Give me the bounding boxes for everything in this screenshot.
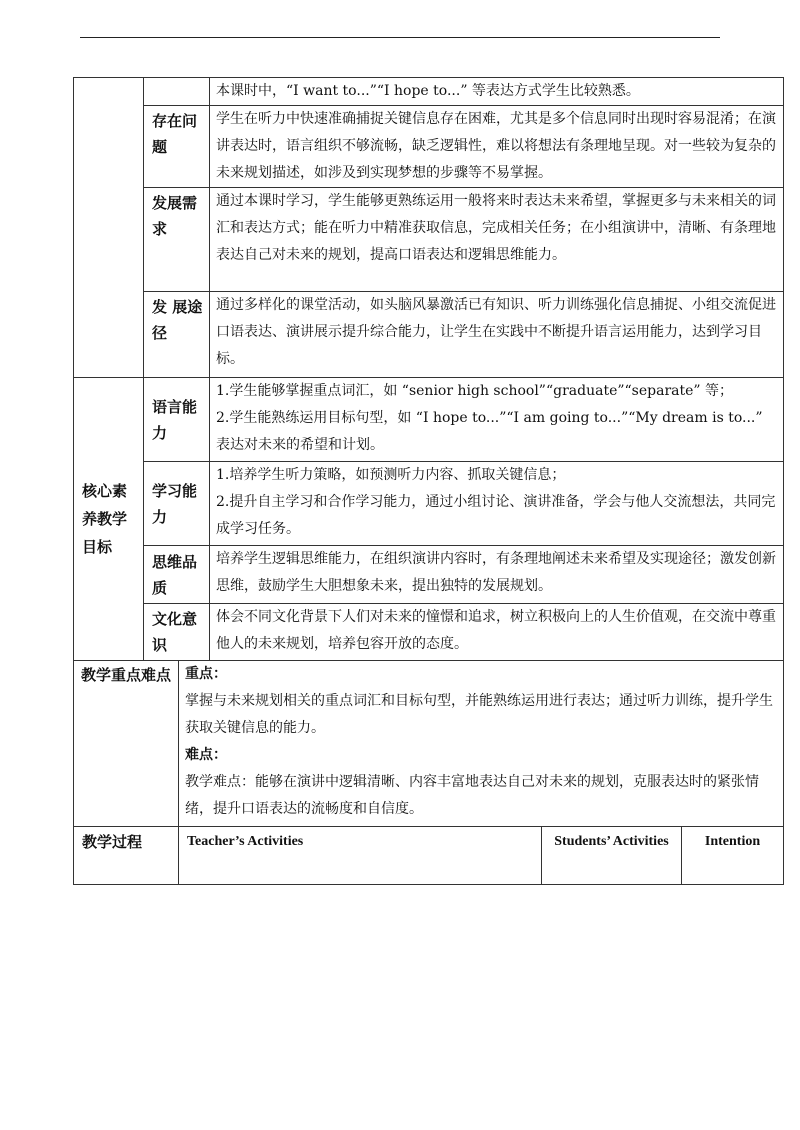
core-row [74, 378, 784, 462]
analysis-row [74, 106, 784, 188]
difficult-heading: 难点： [185, 747, 227, 763]
language-ability-label: 语言能力 [144, 378, 210, 462]
cultural-awareness-text: 体会不同文化背景下人们对未来的憧憬和追求，树立积极向上的人生价值观，在交流中尊重他人的未来规划，培养包容开放的态度。 [210, 604, 784, 661]
key-points-row [74, 661, 784, 827]
language-ability-text [210, 378, 784, 462]
needs-text: 通过本课时学习，学生能够更熟练运用一般将来时表达未来希望，掌握更多与未来相关的词汇和表达方式；能在听力中精准获取信息，完成相关任务；在小组演讲中，清晰、有条理地表达自己对未来的规划，提高口语表达和逻辑思维能力。 [210, 188, 784, 292]
core-row [74, 604, 784, 661]
difficult-text: 教学难点：能够在演讲中逻辑清晰、内容丰富地表达自己对未来的规划，克服表达时的紧张情绪，提升口语表达的流畅度和自信度。 [185, 774, 759, 817]
key-points-label: 教学重点难点 [74, 661, 179, 827]
thinking-quality-text: 培养学生逻辑思维能力，在组织演讲内容时，有条理地阐述未来希望及实现途径；激发创新思维，鼓励学生大胆想象未来，提出独特的发展规划。 [210, 546, 784, 604]
teacher-activities-header: Teacher’s Activities [179, 827, 542, 885]
process-label: 教学过程 [74, 827, 179, 885]
process-row [74, 827, 784, 885]
intention-header: Intention [682, 827, 784, 885]
analysis-row [74, 292, 784, 378]
students-activities-header: Students’ Activities [542, 827, 682, 885]
key-points-content [179, 661, 784, 827]
learning-ability-text [210, 462, 784, 546]
needs-label: 发展需求 [144, 188, 210, 292]
approach-text: 通过多样化的课堂活动，如头脑风暴激活已有知识、听力训练强化信息捕捉、小组交流促进口语表达、演讲展示提升综合能力，让学生在实践中不断提升语言运用能力，达到学习目标。 [210, 292, 784, 378]
learning-ability-label: 学习能力 [144, 462, 210, 546]
key-text: 掌握与未来规划相关的重点词汇和目标句型，并能熟练运用进行表达；通过听力训练，提升学生获取关键信息的能力。 [185, 693, 773, 736]
core-literacy-label: 核心素养教学目标 [74, 378, 144, 661]
language-ability-line-2: 2.学生能熟练运用目标句型，如 “I hope to...”“I am going to...”“My dream is to...” 表达对未来的希望和计划。 [216, 410, 763, 453]
header-rule [80, 37, 720, 38]
intro-label-cell [144, 78, 210, 106]
analysis-label-cell [74, 78, 144, 378]
lesson-plan-table [73, 77, 784, 885]
approach-label: 发 展途径 [144, 292, 210, 378]
language-ability-line-1: 1.学生能够掌握重点词汇，如 “senior high school”“graduate”“separate” 等； [216, 383, 734, 399]
learning-ability-line-2: 2.提升自主学习和合作学习能力，通过小组讨论、演讲准备，学会与他人交流想法，共同完成学习任务。 [216, 494, 776, 537]
learning-ability-line-1: 1.培养学生听力策略，如预测听力内容、抓取关键信息； [216, 467, 566, 483]
cultural-awareness-label: 文化意识 [144, 604, 210, 661]
intro-row [74, 78, 784, 106]
intro-text: 本课时中，“I want to...”“I hope to...” 等表达方式学生比较熟悉。 [210, 78, 784, 106]
core-row [74, 546, 784, 604]
key-heading: 重点： [185, 666, 227, 682]
problems-label: 存在问题 [144, 106, 210, 188]
analysis-row [74, 188, 784, 292]
problems-text: 学生在听力中快速准确捕捉关键信息存在困难，尤其是多个信息同时出现时容易混淆；在演讲表达时，语言组织不够流畅，缺乏逻辑性，难以将想法有条理地呈现。对一些较为复杂的未来规划描述，如涉及到实现梦想的步骤等不易掌握。 [210, 106, 784, 188]
core-row [74, 462, 784, 546]
thinking-quality-label: 思维品质 [144, 546, 210, 604]
